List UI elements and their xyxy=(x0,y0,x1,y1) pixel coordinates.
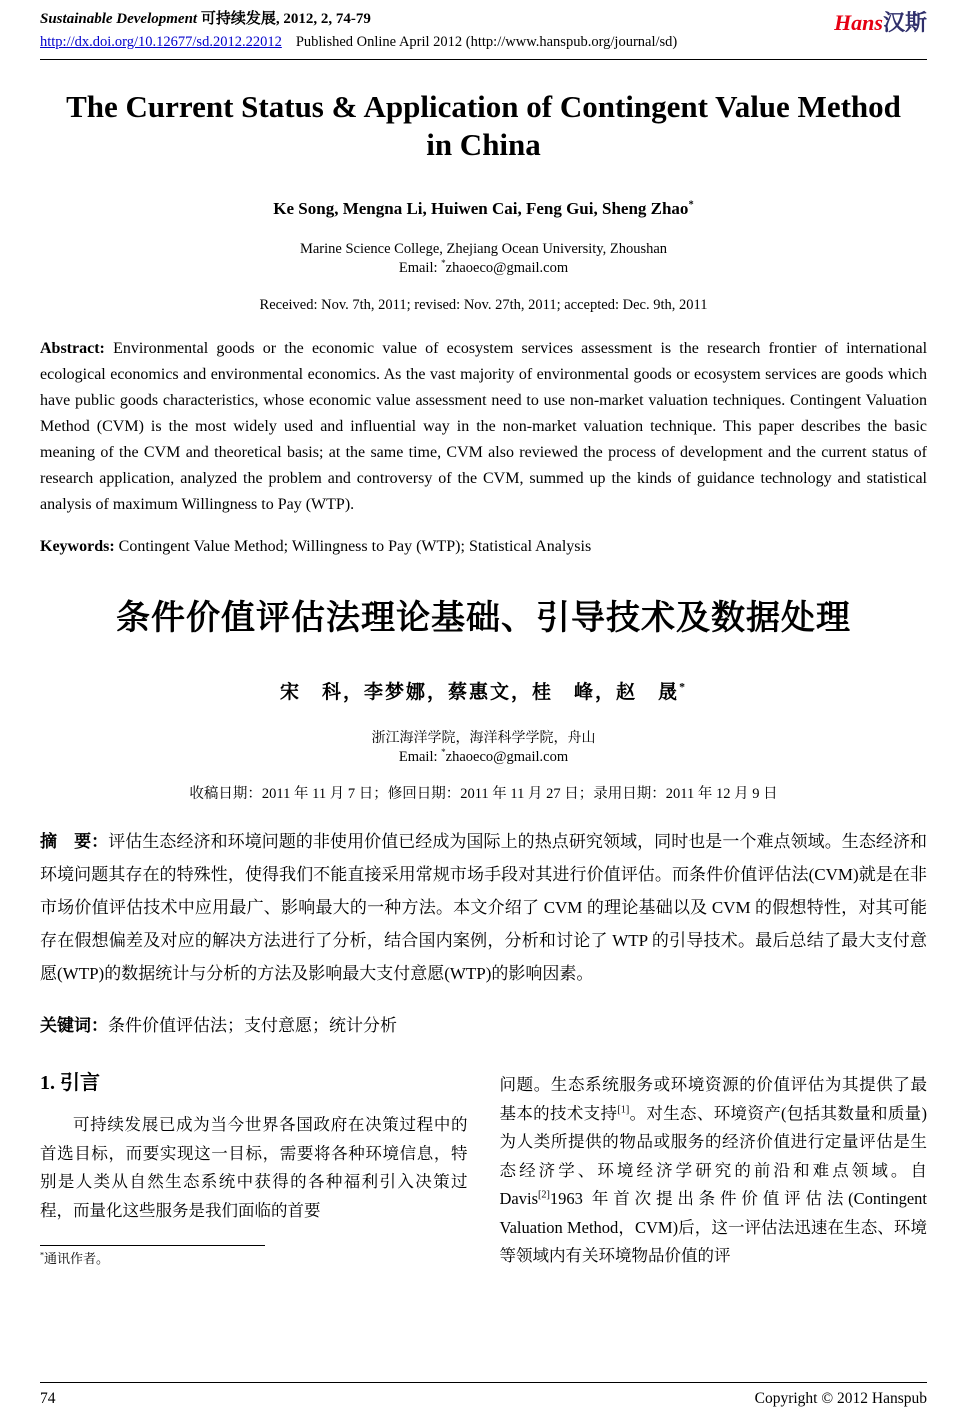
abstract-label-en: Abstract: xyxy=(40,340,105,357)
affiliation-cn: 浙江海洋学院，海洋科学学院，舟山 xyxy=(371,731,596,746)
article-title-en: The Current Status & Application of Contingent Value Method in China xyxy=(66,89,901,162)
header-left xyxy=(40,10,677,51)
section-1-heading: 1. 引言 xyxy=(40,1072,100,1094)
logo-hans-text: Hans xyxy=(834,10,883,35)
corresponding-author-mark: * xyxy=(688,199,694,211)
page-number: 74 xyxy=(40,1390,56,1407)
journal-issue-info: 可持续发展, 2012, 2, 74-79 xyxy=(197,11,371,27)
journal-line xyxy=(40,10,677,28)
right-para-part2: 。对生态、环境资产(包括其数量和质量)为人类所提供的物品或服务的经济价值进行定量评估是生态经济学、环境经济学研究的前沿和难点领域。自 Davis xyxy=(499,1103,927,1208)
email-label-en: Email: xyxy=(398,260,442,276)
citation-ref-1: [1] xyxy=(617,1104,630,1115)
footer-divider xyxy=(40,1382,927,1383)
article-title-cn: 条件价值评估法理论基础、引导技术及数据处理 xyxy=(116,600,851,637)
doi-line xyxy=(40,33,677,51)
footnote-block xyxy=(40,1245,468,1267)
hans-publisher-logo xyxy=(834,10,927,36)
page-footer xyxy=(40,1382,927,1409)
authors-en xyxy=(40,198,927,219)
keywords-en xyxy=(40,536,927,558)
footer-row xyxy=(40,1389,927,1409)
logo-hanzi-text: 汉斯 xyxy=(882,10,927,35)
authors-cn-names: 宋 科，李梦娜，蔡惠文，桂 峰，赵 晟 xyxy=(280,682,680,703)
left-column-paragraph: 可持续发展已成为当今世界各国政府在决策过程中的首选目标，而要实现这一目标，需要将各种环境信息，特别是人类从自然生态系统中获得的各种福利引入决策过程，而量化这些服务是我们面临的首要 xyxy=(40,1115,468,1220)
received-dates-cn: 收稿日期：2011 年 11 月 7 日；修回日期：2011 年 11 月 27 日；录用日期：2011 年 12 月 9 日 xyxy=(189,786,778,802)
footnote-mark: * xyxy=(40,1250,45,1260)
abstract-text-cn: 评估生态经济和环境问题的非使用价值已经成为国际上的热点研究领域，同时也是一个难点领域。生态经济和环境问题其存在的特殊性，使得我们不能直接采用常规市场手段对其进行价值评估。而条件价值评估法(CVM)就是在非市场价值评估技术中应用最广、影响最大的一种方法。本文介绍了 CVM 的理论基础以及 CVM 的假想特性，对其可能存在假想偏差及对应的解决方法进行了分析，结合国内案例，分析和讨论了 WTP 的引导技术。最后总结了最大支付意愿(WTP)的数据统计与分析的方法及影响最大支付意愿(WTP)的影响因素。 xyxy=(40,832,928,983)
email-address-cn: zhaoeco@gmail.com xyxy=(445,749,569,765)
right-para-part3: 1963 年首次提出条件价值评估法(Contingent Valuation Method，CVM)后，这一评估法迅速在生态、环境等领域内有关环境物品价值的评 xyxy=(499,1189,927,1265)
affiliation-en: Marine Science College, Zhejiang Ocean University, Zhoushan xyxy=(299,241,668,257)
corresponding-author-mark-cn: * xyxy=(679,680,687,694)
footnote-label: 通讯作者。 xyxy=(44,1251,110,1266)
citation-ref-2: [2] xyxy=(538,1189,550,1201)
right-para-part1: 问题。生态系统服务或环境资源的价值评估为其提供了最基本的技术支持 xyxy=(499,1075,927,1123)
received-dates-en: Received: Nov. 7th, 2011; revised: Nov. 27th, 2011; accepted: Dec. 9th, 2011 xyxy=(259,297,708,313)
email-mark-cn: * xyxy=(441,747,446,758)
published-info: Published Online April 2012 (http://www.hanspub.org/journal/sd) xyxy=(295,34,678,50)
authors-en-names: Ke Song, Mengna Li, Huiwen Cai, Feng Gui, Sheng Zhao xyxy=(273,199,689,218)
keywords-label-en: Keywords: xyxy=(40,538,115,555)
keywords-cn xyxy=(40,1014,927,1037)
keywords-text-cn: 条件价值评估法；支付意愿；统计分析 xyxy=(108,1016,397,1035)
copyright-notice: Copyright © 2012 Hanspub xyxy=(754,1390,927,1407)
right-column xyxy=(500,1071,928,1271)
page-header xyxy=(40,10,927,51)
abstract-cn xyxy=(40,825,927,990)
journal-title: Sustainable Development xyxy=(40,11,198,27)
authors-cn xyxy=(40,680,927,706)
email-line-cn xyxy=(40,749,927,766)
header-divider xyxy=(40,59,927,60)
keywords-label-cn: 关键词： xyxy=(40,1016,108,1035)
email-label-cn: Email: xyxy=(398,749,442,765)
email-line-en xyxy=(40,260,927,277)
abstract-label-cn: 摘 要： xyxy=(40,832,109,851)
email-address-en: zhaoeco@gmail.com xyxy=(445,260,569,276)
footnote-text xyxy=(40,1251,468,1267)
keywords-text-en: Contingent Value Method; Willingness to Pay (WTP); Statistical Analysis xyxy=(118,538,592,555)
left-column xyxy=(40,1071,468,1271)
right-column-paragraph xyxy=(500,1071,928,1271)
footnote-divider xyxy=(40,1245,265,1246)
doi-link[interactable]: http://dx.doi.org/10.12677/sd.2012.22012 xyxy=(40,34,282,50)
email-mark-en: * xyxy=(441,258,446,269)
abstract-en xyxy=(40,336,927,518)
abstract-text-en: Environmental goods or the economic value of ecosystem services assessment is the research frontier of international ecological economics and environmental economics. As the vast majority of environmental goods or ecosystem services are goods which have public goods characteristics, whose economic value assessment need to use non-market valuation techniques. Contingent Valuation Method (CVM) is the most widely used and influential way in the non-market valuation technique. This paper describes the basic meaning of the CVM and theoretical basis; at the same time, CVM also reviewed the process of development and the current status of research application, analyzed the problem and controversy of the CVM, summed up the kinds of guidance technology and statistical analysis of maximum Willingness to Pay (WTP). xyxy=(40,340,928,513)
body-columns xyxy=(40,1071,927,1271)
